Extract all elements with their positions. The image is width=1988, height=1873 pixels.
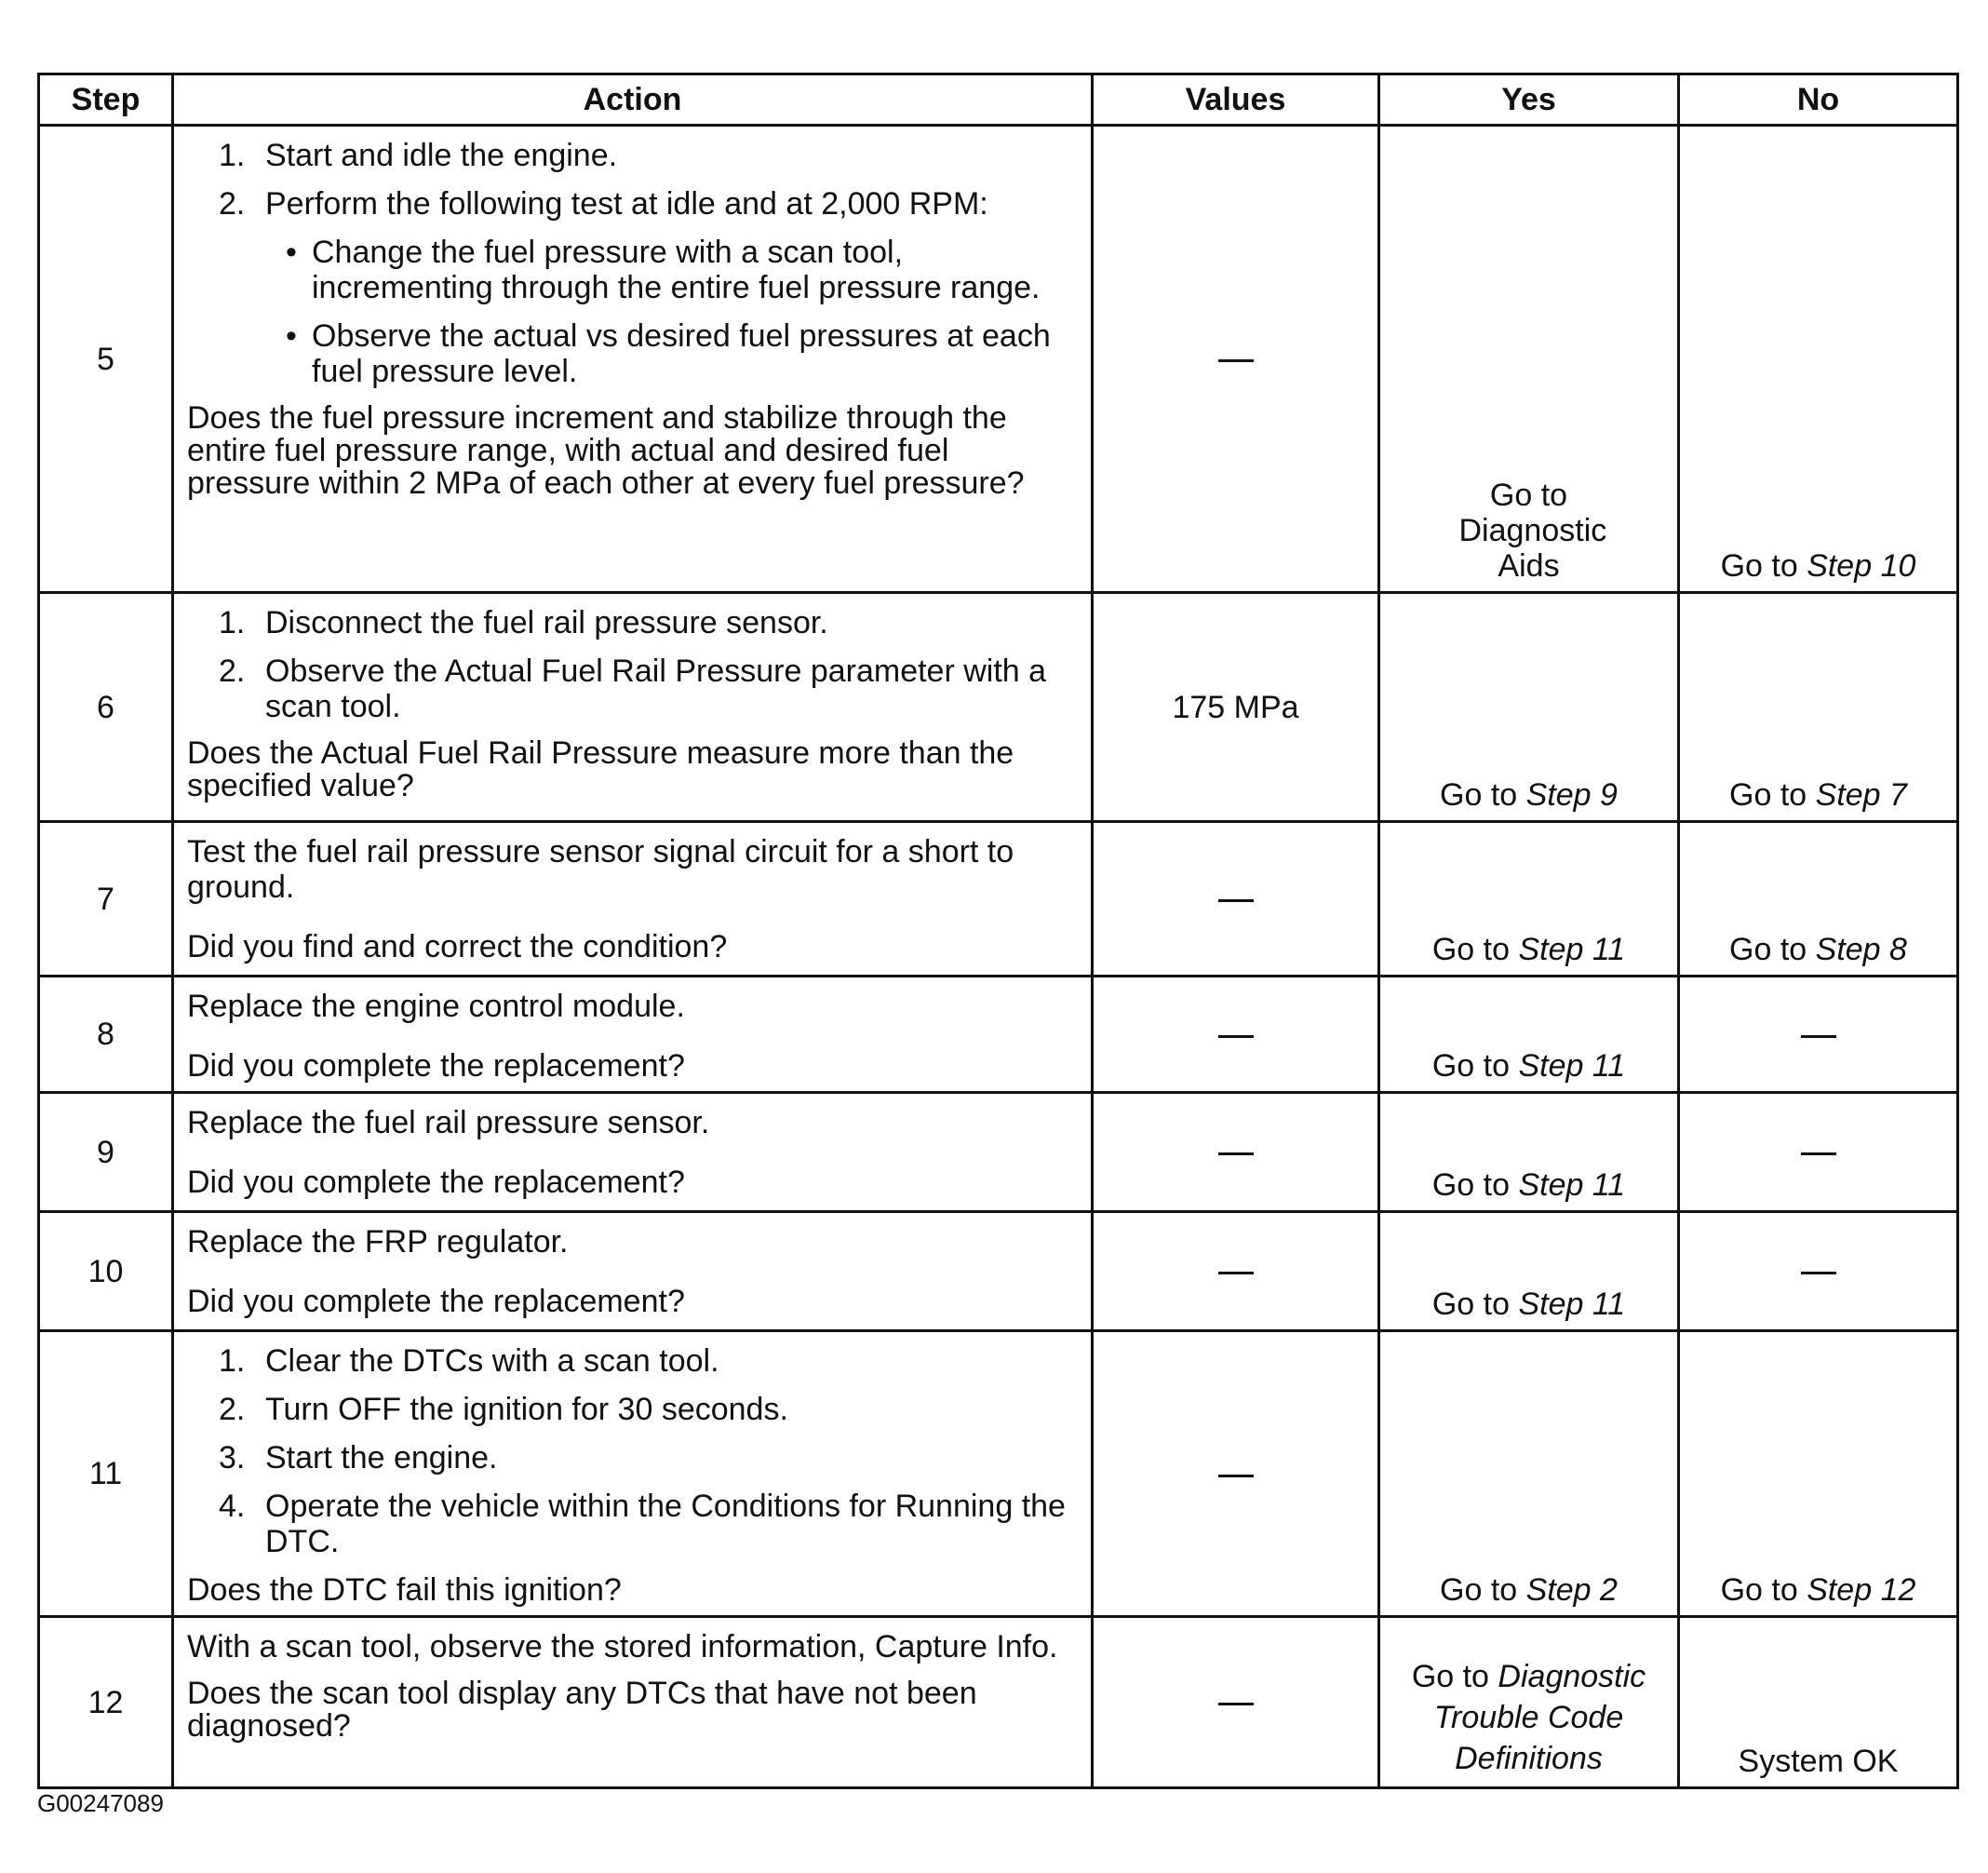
table-row [39, 1212, 1958, 1331]
no-cell: Go to Step 12 [1679, 1331, 1958, 1617]
action-steps [187, 605, 1078, 724]
header-step: Step [39, 74, 173, 126]
action-question: Does the fuel pressure increment and stabilize through the entire fuel pressure range, with actual and desired fuel pressure within 2 MPa of each other at every fuel pressure? [187, 400, 1025, 501]
bullet-item: • Observe the actual vs desired fuel pressures at each fuel pressure level. [265, 318, 1078, 389]
action-cell [173, 1331, 1093, 1617]
no-cell: Go to Step 8 [1679, 822, 1958, 977]
table-row [39, 1331, 1958, 1617]
action-steps [187, 138, 1078, 389]
yes-cell: Go to Step 2 [1379, 1331, 1679, 1617]
yes-cell: Go to Step 11 [1379, 977, 1679, 1093]
step-number: 5 [39, 126, 173, 593]
list-item: 1. Disconnect the fuel rail pressure sensor. [219, 605, 828, 640]
yes-cell: Go to Step 11 [1379, 1093, 1679, 1212]
dash-mark [1218, 1703, 1254, 1705]
step-number: 8 [39, 977, 173, 1093]
bullet-list [265, 235, 1078, 389]
value-cell: 175 MPa [1093, 593, 1379, 822]
header-no: No [1679, 74, 1958, 126]
action-cell [173, 1093, 1093, 1212]
action-statement: Replace the engine control module. [187, 989, 685, 1024]
yes-cell: Go to Step 11 [1379, 1212, 1679, 1331]
action-question: Did you complete the replacement? [187, 1165, 685, 1200]
value-cell [1093, 977, 1379, 1093]
action-steps [187, 1343, 1078, 1559]
table-row [39, 126, 1958, 593]
table-row [39, 822, 1958, 977]
dash-mark [1218, 1475, 1254, 1477]
dash-mark [1218, 1272, 1254, 1274]
yes-cell: Go to Diagnostic Trouble Code Definitions [1379, 1617, 1679, 1788]
action-cell [173, 977, 1093, 1093]
list-item: 2. Observe the Actual Fuel Rail Pressure parameter with a scan tool. [219, 654, 1047, 724]
action-statement: With a scan tool, observe the stored information, Capture Info. [187, 1629, 1058, 1664]
diagnostic-table [37, 73, 1959, 1789]
step-number: 11 [39, 1331, 173, 1617]
action-statement: Replace the fuel rail pressure sensor. [187, 1105, 710, 1140]
table-row [39, 593, 1958, 822]
list-item: 2. Turn OFF the ignition for 30 seconds. [219, 1392, 788, 1427]
action-cell [173, 1212, 1093, 1331]
no-cell: Go to Step 10 [1679, 126, 1958, 593]
action-question: Does the scan tool display any DTCs that have not been diagnosed? [187, 1676, 977, 1744]
list-item: 1. Start and idle the engine. [219, 138, 618, 173]
list-item: 2. Perform the following test at idle and at 2,000 RPM: • Change the fuel pressure with a scan tool, incrementing through the entire fuel pressure range. • Observe the actual vs desired fuel pressures at each fuel pressure level. [187, 186, 1078, 389]
action-cell [173, 1617, 1093, 1788]
no-cell [1679, 977, 1958, 1093]
dash-mark [1801, 1272, 1836, 1274]
value-cell [1093, 1617, 1379, 1788]
dash-mark [1218, 1035, 1254, 1038]
step-number: 10 [39, 1212, 173, 1331]
dash-mark [1801, 1152, 1836, 1155]
no-cell: Go to Step 7 [1679, 593, 1958, 822]
value-cell [1093, 126, 1379, 593]
action-question: Does the Actual Fuel Rail Pressure measure more than the specified value? [187, 735, 1014, 803]
value-cell [1093, 1331, 1379, 1617]
action-question: Did you find and correct the condition? [187, 929, 728, 964]
dash-mark [1218, 1152, 1254, 1155]
yes-cell: Go to Step 11 [1379, 822, 1679, 977]
header-values: Values [1093, 74, 1379, 126]
figure-id: G00247089 [37, 1789, 164, 1817]
table-row [39, 977, 1958, 1093]
header-row [39, 74, 1958, 126]
bullet-item: • Change the fuel pressure with a scan tool, incrementing through the entire fuel pressure range. [265, 235, 1078, 305]
step-number: 9 [39, 1093, 173, 1212]
no-cell: System OK [1679, 1617, 1958, 1788]
dash-mark [1218, 899, 1254, 902]
list-item: 3. Start the engine. [219, 1440, 498, 1475]
step-number: 6 [39, 593, 173, 822]
action-statement: Replace the FRP regulator. [187, 1224, 569, 1260]
action-question: Did you complete the replacement? [187, 1284, 685, 1319]
yes-cell: Go to Step 9 [1379, 593, 1679, 822]
yes-cell: Go to Diagnostic Aids [1379, 126, 1679, 593]
value-cell [1093, 822, 1379, 977]
action-question: Does the DTC fail this ignition? [187, 1572, 622, 1608]
header-action: Action [173, 74, 1093, 126]
list-item: 4. Operate the vehicle within the Conditions for Running the DTC. [219, 1489, 1066, 1559]
value-cell [1093, 1093, 1379, 1212]
step-number: 7 [39, 822, 173, 977]
action-statement: Test the fuel rail pressure sensor signal circuit for a short to ground. [187, 834, 1014, 905]
no-cell [1679, 1093, 1958, 1212]
list-item: 1. Clear the DTCs with a scan tool. [219, 1343, 719, 1379]
table-row [39, 1617, 1958, 1788]
dash-mark [1801, 1035, 1836, 1038]
action-cell [173, 593, 1093, 822]
no-cell [1679, 1212, 1958, 1331]
value-cell [1093, 1212, 1379, 1331]
header-yes: Yes [1379, 74, 1679, 126]
dash-mark [1218, 359, 1254, 362]
action-cell [173, 126, 1093, 593]
action-cell [173, 822, 1093, 977]
action-question: Did you complete the replacement? [187, 1048, 685, 1084]
step-number: 12 [39, 1617, 173, 1788]
table-row [39, 1093, 1958, 1212]
